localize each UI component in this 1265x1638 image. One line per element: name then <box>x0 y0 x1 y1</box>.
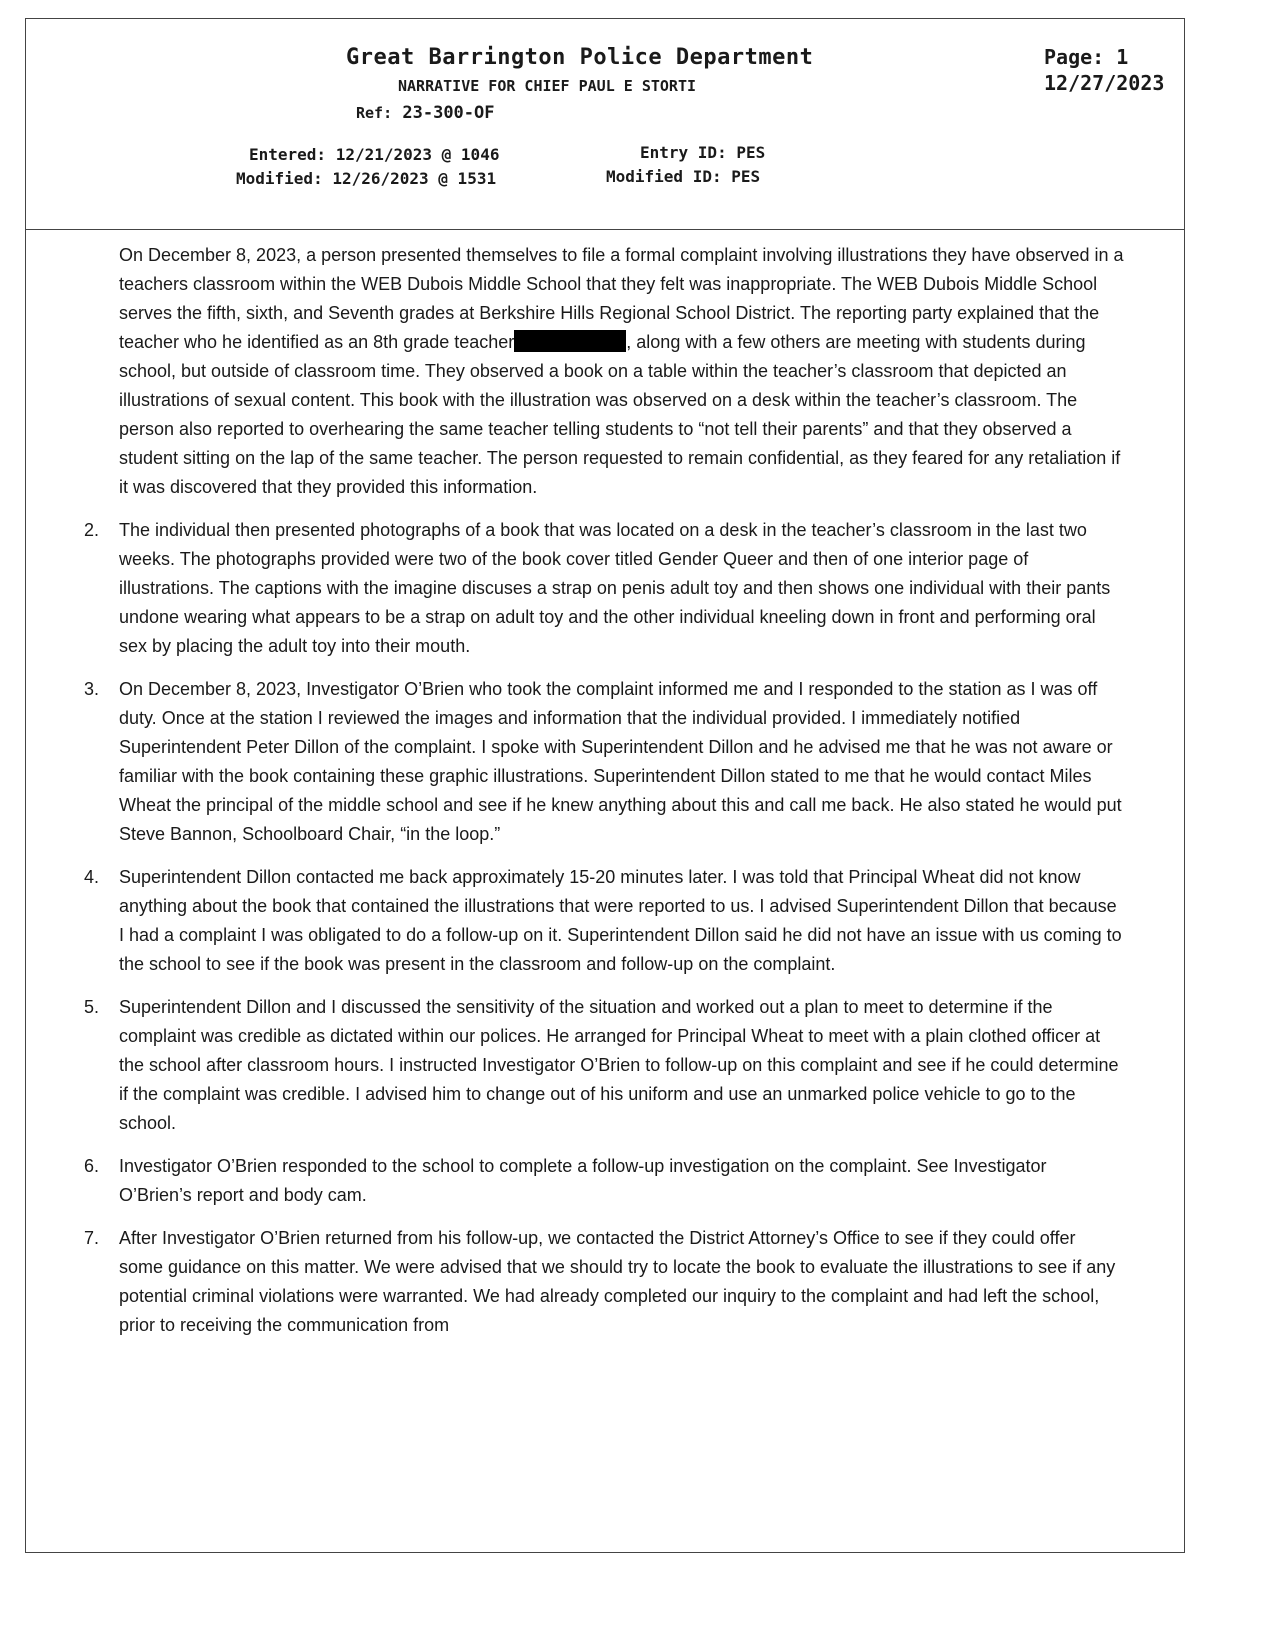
paragraph-number: 5. <box>84 997 100 1017</box>
paragraph-text: On December 8, 2023, Investigator O’Brien who took the complaint informed me and I responded to the station as I was off duty. Once at the station I reviewed the images and information that the individual provided. I immediately notified Superintendent Peter Dillon of the complaint. I spoke with Superintendent Dillon and he advised me that he was not aware or familiar with the book containing these graphic illustrations. Superintendent Dillon stated to me that he would contact Miles Wheat the principal of the middle school and see if he knew anything about this and call me back. He also stated he would put Steve Bannon, Schoolboard Chair, “in the loop.” <box>119 679 1122 844</box>
paragraph-number: 7. <box>84 1228 100 1248</box>
paragraph-2 <box>26 516 1184 661</box>
paragraph-1 <box>26 241 1184 502</box>
paragraph-number: 3. <box>84 679 100 699</box>
paragraph-number: 6. <box>84 1156 100 1176</box>
page-number: Page: 1 <box>1044 45 1129 69</box>
paragraph-text: Superintendent Dillon contacted me back approximately 15-20 minutes later. I was told that Principal Wheat did not know anything about the book that contained the illustrations that were reported to us. I advised Superintendent Dillon that because I had a complaint I was obligated to do a follow-up on it. Superintendent Dillon said he did not have an issue with us coming to the school to see if the book was present in the classroom and follow-up on the complaint. <box>119 867 1122 974</box>
paragraph-text: After Investigator O’Brien returned from his follow-up, we contacted the District Attorney’s Office to see if they could offer some guidance on this matter. We were advised that we should try to locate the book to evaluate the illustrations to see if any potential criminal violations were warranted. We had already completed our inquiry to the complaint and had left the school, prior to receiving the communication from <box>119 1228 1116 1335</box>
ref-label: Ref: <box>356 104 393 122</box>
modified-timestamp: Modified: 12/26/2023 @ 1531 <box>236 169 497 188</box>
paragraph-text: Investigator O’Brien responded to the school to complete a follow-up investigation on the complaint. See Investigator O’Brien’s report and body cam. <box>119 1156 1047 1205</box>
paragraph-text: Superintendent Dillon and I discussed the sensitivity of the situation and worked out a plan to meet to determine if the complaint was credible as dictated within our polices. He arranged for Principal Wheat to meet with a plain clothed officer at the school after classroom hours. I instructed Investigator O’Brien to follow-up on this complaint and see if he could determine if the complaint was credible. I advised him to change out of his uniform and use an unmarked police vehicle to go to the school. <box>119 997 1119 1133</box>
page-date: 12/27/2023 <box>1044 71 1165 95</box>
entered-timestamp: Entered: 12/21/2023 @ 1046 <box>249 145 500 164</box>
paragraph-text: The individual then presented photographs of a book that was located on a desk in the teacher’s classroom in the last two weeks. The photographs provided were two of the book cover titled Gender Queer and then of one interior page of illustrations. The captions with the imagine discuses a strap on penis adult toy and then shows one individual with their pants undone wearing what appears to be a strap on adult toy and the other individual kneeling down in front and performing oral sex by placing the adult toy into their mouth. <box>119 520 1111 656</box>
paragraph-1-text-before: On December 8, 2023, a person presented themselves to file a formal complaint involving illustrations they have observed in a teachers classroom within the WEB Dubois Middle School that they felt was inappropriate. The WEB Dubois Middle School serves the fifth, sixth, and Seventh grades at Berkshire Hills Regional School District. The reporting party explained that the teacher who he identified as an 8th grade teacher <box>119 245 1124 352</box>
document-page <box>25 18 1185 1553</box>
paragraph-number: 4. <box>84 867 100 887</box>
ref-value: 23-300-OF <box>402 103 495 123</box>
narrative-body <box>26 241 1184 1354</box>
entry-id: Entry ID: PES <box>640 143 766 162</box>
paragraph-1-text-after: , along with a few others are meeting with students during school, but outside of classroom time. They observed a book on a table within the teacher’s classroom that depicted an illustrations of sexual content. This book with the illustration was observed on a desk within the teacher’s classroom. The person also reported to overhearing the same teacher telling students to “not tell their parents” and that they observed a student sitting on the lap of the same teacher. The person requested to remain confidential, as they feared for any retaliation if it was discovered that they provided this information. <box>119 332 1121 497</box>
report-header <box>26 19 1184 230</box>
redaction-box <box>514 330 626 352</box>
department-title: Great Barrington Police Department <box>346 45 814 70</box>
paragraph-4 <box>26 863 1184 979</box>
paragraph-7 <box>26 1224 1184 1340</box>
paragraph-number: 2. <box>84 520 100 540</box>
narrative-for: NARRATIVE FOR CHIEF PAUL E STORTI <box>398 77 697 95</box>
paragraph-6 <box>26 1152 1184 1210</box>
modified-id: Modified ID: PES <box>606 167 761 186</box>
reference-number <box>356 103 495 123</box>
paragraph-5 <box>26 993 1184 1138</box>
paragraph-3 <box>26 675 1184 849</box>
